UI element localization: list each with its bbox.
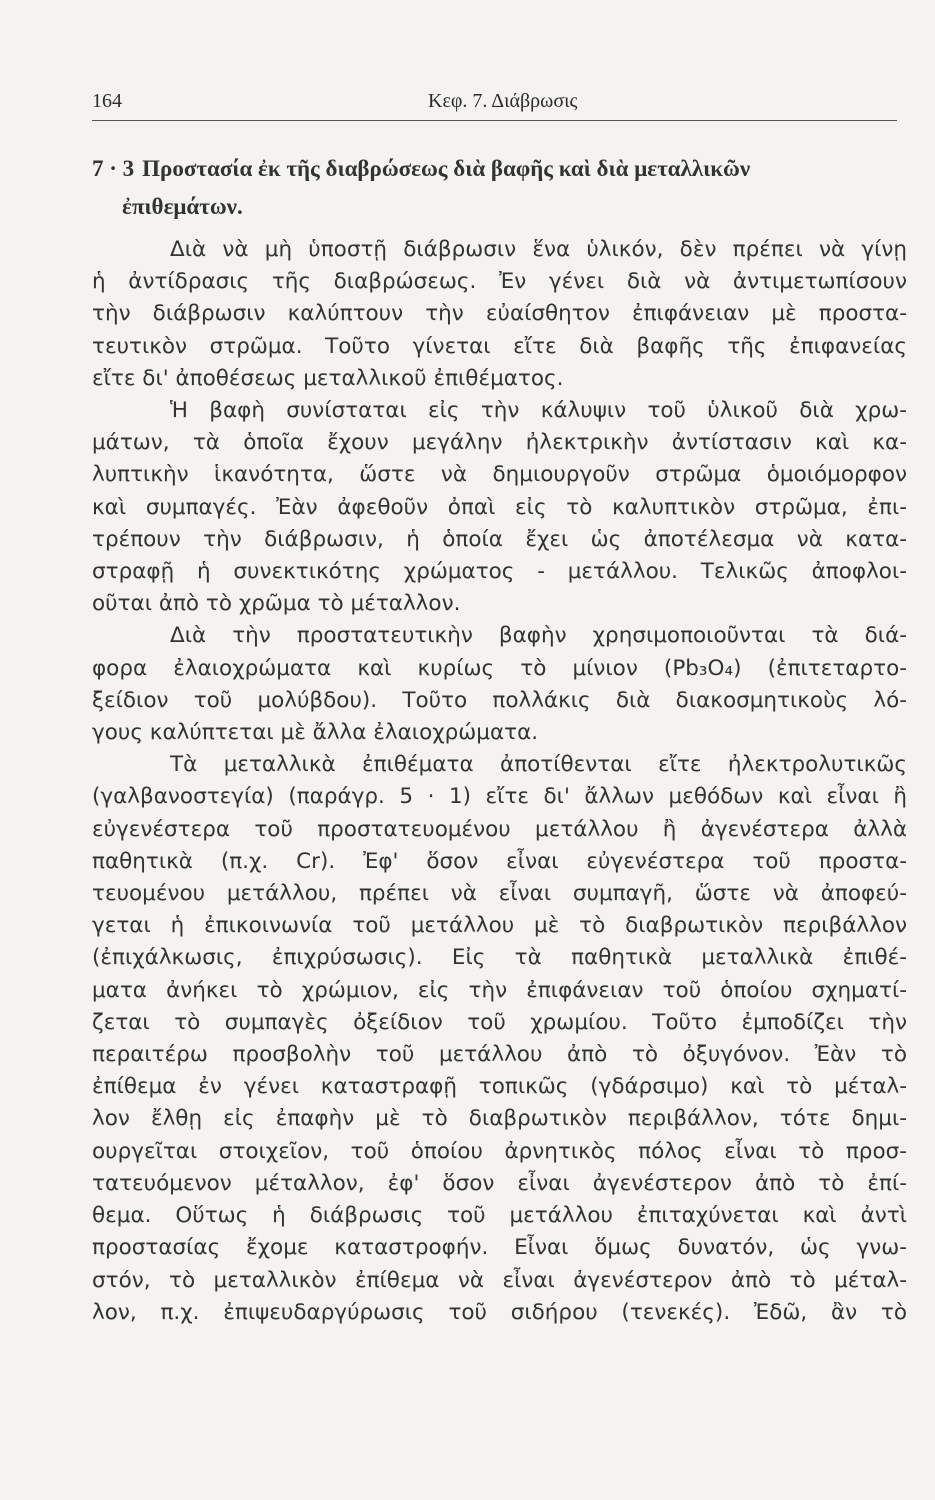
text-line: Ἡ βαφὴ συνίσταται εἰς τὴν κάλυψιν τοῦ ὑλικοῦ διὰ χρω- [170,398,907,424]
text-line: μάτων, τὰ ὁποῖα ἔχουν μεγάλην ἠλεκτρικὴν ἀντίστασιν καὶ κα- [92,430,907,456]
text-line: Τὰ μεταλλικὰ ἐπιθέματα ἀποτίθενται εἴτε ἠλεκτρολυτικῶς [170,752,907,778]
text-line: προστασίας ἔχομε καταστροφήν. Εἶναι ὅμως δυνατόν, ὡς γνω- [92,1235,907,1261]
text-line: περαιτέρω προσβολὴν τοῦ μετάλλου ἀπὸ τὸ ὀξυγόνον. Ἐὰν τὸ [92,1042,907,1068]
text-line: λυπτικὴν ἱκανότητα, ὥστε νὰ δημιουργοῦν στρῶμα ὁμοιόμορφον [92,462,907,488]
text-line: εἴτε δι' ἀποθέσεως μεταλλικοῦ ἐπιθέματος. [92,365,564,391]
text-line: γους καλύπτεται μὲ ἄλλα ἐλαιοχρώματα. [92,720,539,746]
text-line: τατευόμενον μέταλλον, ἐφ' ὅσον εἶναι ἀγενέστερον ἀπὸ τὸ ἐπί- [92,1170,907,1196]
running-head [92,88,897,118]
text-line: Διὰ τὴν προστατευτικὴν βαφὴν χρησιμοποιοῦνται τὰ διά- [170,623,907,649]
text-line: (ἐπιχάλκωσις, ἐπιχρύσωσις). Εἰς τὰ παθητικὰ μεταλλικὰ ἐπιθέ- [92,945,907,971]
text-line: θεμα. Οὕτως ἡ διάβρωσις τοῦ μετάλλου ἐπιταχύνεται καὶ ἀντὶ [92,1203,907,1229]
text-line: λον, π.χ. ἐπιψευδαργύρωσις τοῦ σιδήρου (τενεκές). Ἐδῶ, ἂν τὸ [92,1299,907,1325]
section-title-line1: Προστασία ἐκ τῆς διαβρώσεως διὰ βαφῆς καὶ διὰ μεταλλικῶν [142,156,751,181]
text-line: ουργεῖται στοιχεῖον, τοῦ ὁποίου ἀρνητικὸς πόλος εἶναι τὸ προσ- [92,1138,907,1164]
text-line: παθητικὰ (π.χ. Cr). Ἐφ' ὅσον εἶναι εὐγενέστερα τοῦ προστα- [92,848,907,874]
text-line: τευομένου μετάλλου, πρέπει νὰ εἶναι συμπαγῆ, ὥστε νὰ ἀποφεύ- [92,881,907,907]
text-line: ἐπίθεμα ἐν γένει καταστραφῇ τοπικῶς (γδάρσιμο) καὶ τὸ μέταλ- [92,1074,907,1100]
page-number: 164 [92,90,122,112]
text-line: λον ἔλθῃ εἰς ἐπαφὴν μὲ τὸ διαβρωτικὸν περιβάλλον, τότε δημι- [92,1106,907,1132]
text-line: ζεται τὸ συμπαγὲς ὀξείδιον τοῦ χρωμίου. Τοῦτο ἐμποδίζει τὴν [92,1009,907,1035]
text-line: στραφῇ ἡ συνεκτικότης χρώματος - μετάλλου. Τελικῶς ἀποφλοι- [92,559,907,585]
text-line: (γαλβανοστεγία) (παράγρ. 5 · 1) εἴτε δι' ἄλλων μεθόδων καὶ εἶναι ἢ [92,784,907,810]
chapter-title: Κεφ. 7. Διάβρωσις [428,90,578,112]
text-line: ματα ἀνήκει τὸ χρώμιον, εἰς τὴν ἐπιφάνειαν τοῦ ὁποίου σχηματί- [92,977,907,1003]
body-text [92,234,907,1329]
section-heading [92,150,912,226]
text-line: τὴν διάβρωσιν καλύπτουν τὴν εὐαίσθητον ἐπιφάνειαν μὲ προστα- [92,301,907,327]
header-rule [92,120,897,121]
section-number: 7 · 3 [92,156,135,181]
text-line: Διὰ νὰ μὴ ὑποστῇ διάβρωσιν ἕνα ὑλικόν, δὲν πρέπει νὰ γίνῃ [170,237,907,262]
text-line: τρέπουν τὴν διάβρωσιν, ἡ ὁποία ἔχει ὡς ἀποτέλεσμα νὰ κατα- [92,526,907,552]
section-title-line2: ἐπιθεμάτων. [122,194,243,219]
text-line: εὐγενέστερα τοῦ προστατευομένου μετάλλου ἢ ἀγενέστερα ἀλλὰ [92,816,907,842]
text-line: τευτικὸν στρῶμα. Τοῦτο γίνεται εἴτε διὰ βαφῆς τῆς ἐπιφανείας [92,333,907,359]
text-line: καὶ συμπαγές. Ἐὰν ἀφεθοῦν ὀπαὶ εἰς τὸ καλυπτικὸν στρῶμα, ἐπι- [92,494,907,520]
text-line: γεται ἡ ἐπικοινωνία τοῦ μετάλλου μὲ τὸ διαβρωτικὸν περιβάλλον [92,913,907,939]
text-line: ἡ ἀντίδρασις τῆς διαβρώσεως. Ἐν γένει διὰ νὰ ἀντιμετωπίσουν [92,269,907,295]
text-line: οῦται ἀπὸ τὸ χρῶμα τὸ μέταλλον. [92,591,461,617]
text-line: ξείδιον τοῦ μολύβδου). Τοῦτο πολλάκις διὰ διακοσμητικοὺς λό- [92,687,907,713]
text-line: φορα ἐλαιοχρώματα καὶ κυρίως τὸ μίνιον (Pb₃O₄) (ἐπιτεταρτο- [92,655,907,681]
text-line: στόν, τὸ μεταλλικὸν ἐπίθεμα νὰ εἶναι ἀγενέστερον ἀπὸ τὸ μέταλ- [92,1267,907,1293]
